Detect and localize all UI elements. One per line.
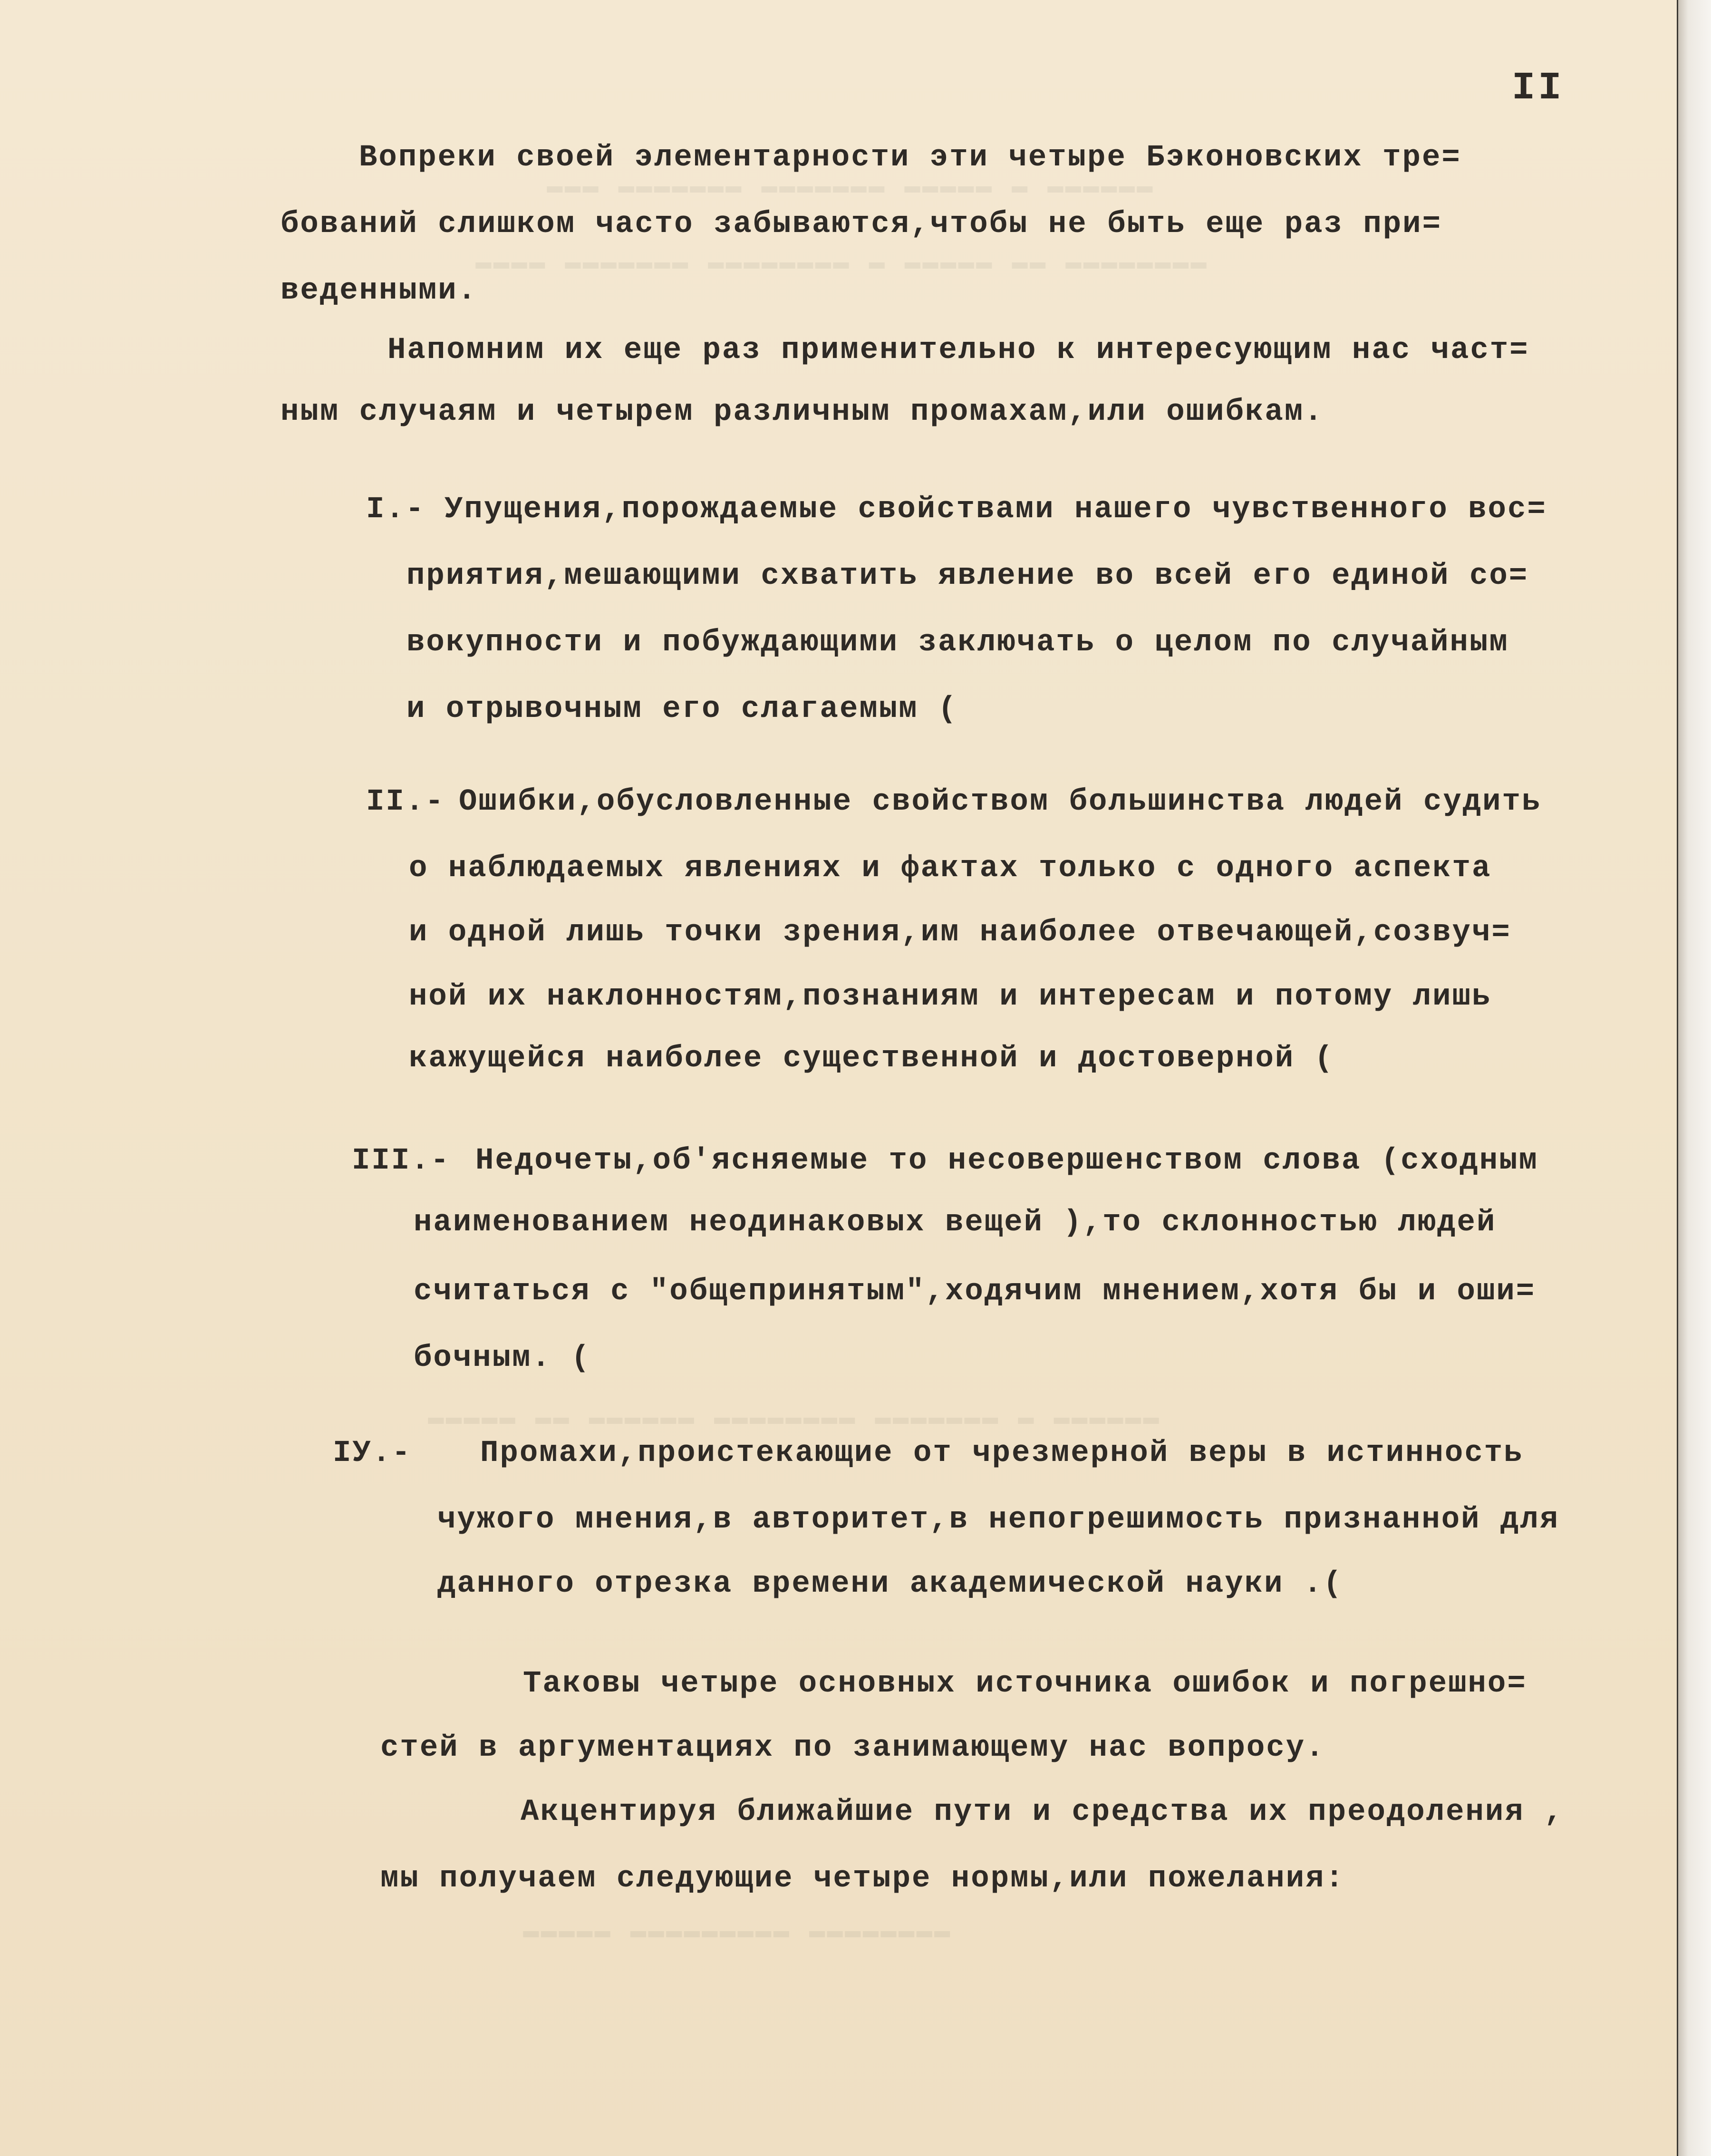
item-numeral: III.- [352, 1144, 451, 1178]
item-line: и отрывочным его слагаемым ( [406, 692, 958, 726]
item-numeral: II.- [366, 785, 445, 819]
page-number: II [1512, 66, 1565, 110]
item-line: наименованием неодинаковых вещей ),то склонностью людей [414, 1206, 1497, 1240]
bleed-through-text: ▬▬▬▬▬ ▬▬▬▬▬▬▬▬▬ ▬▬▬▬▬▬▬▬ [523, 1916, 952, 1946]
item-line: кажущейся наиболее существенной и достоверной ( [409, 1042, 1334, 1076]
item-line: ной их наклонностям,познаниям и интересам и потому лишь [409, 980, 1492, 1014]
page-edge [1677, 0, 1711, 2156]
intro-line: ным случаям и четырем различным промахам,или ошибкам. [280, 395, 1324, 429]
closing-line: мы получаем следующие четыре нормы,или пожелания: [380, 1862, 1345, 1896]
item-numeral: I.- [366, 493, 425, 527]
item-line: чужого мнения,в авторитет,в непогрешимость признанной для [437, 1503, 1560, 1537]
item-line: считаться с "общепринятым",ходячим мнением,хотя бы и оши= [414, 1275, 1536, 1309]
intro-line: веденными. [280, 274, 478, 308]
item-line: о наблюдаемых явлениях и фактах только с одного аспекта [409, 851, 1492, 886]
bleed-through-text: ▬▬▬ ▬▬▬▬▬▬▬ ▬▬▬▬▬▬▬ ▬▬▬▬▬ ▬ ▬▬▬▬▬▬ [547, 171, 1155, 202]
closing-line: Акцентируя ближайшие пути и средства их преодоления , [521, 1795, 1564, 1829]
intro-line: бований слишком часто забываются,чтобы не быть еще раз при= [280, 207, 1442, 242]
bleed-through-text: ▬▬▬▬ ▬▬▬▬▬▬▬ ▬▬▬▬▬▬▬▬ ▬ ▬▬▬▬▬ ▬▬ ▬▬▬▬▬▬▬▬ [475, 247, 1208, 278]
item-line: приятия,мешающими схватить явление во всей его единой со= [406, 559, 1529, 593]
intro-line: Напомним их еще раз применительно к интересующим нас част= [387, 333, 1529, 367]
item-line: Ошибки,обусловленные свойством большинства людей судить [459, 785, 1542, 819]
closing-line: Таковы четыре основных источника ошибок и погрешно= [523, 1667, 1527, 1701]
item-line: и одной лишь точки зрения,им наиболее отвечающей,созвуч= [409, 916, 1511, 950]
item-numeral: IУ.- [333, 1436, 412, 1470]
bleed-through-text: ▬▬▬▬▬ ▬▬ ▬▬▬▬▬▬ ▬▬▬▬▬▬▬▬ ▬▬▬▬▬▬▬ ▬ ▬▬▬▬▬▬ [428, 1402, 1161, 1433]
item-line: бочным. ( [414, 1341, 591, 1375]
item-line: Недочеты,об'ясняемые то несовершенством слова (сходным [475, 1144, 1538, 1178]
item-line: данного отрезка времени академической науки .( [437, 1567, 1343, 1601]
closing-line: стей в аргументациях по занимающему нас вопросу. [380, 1731, 1325, 1765]
intro-line: Вопреки своей элементарности эти четыре Бэконовских тре= [359, 141, 1461, 175]
item-line: вокупности и побуждающими заключать о целом по случайным [406, 626, 1509, 660]
item-line: Упущения,порождаемые свойствами нашего чувственного вос= [445, 493, 1547, 527]
item-line: Промахи,проистекающие от чрезмерной веры в истинность [480, 1436, 1524, 1470]
